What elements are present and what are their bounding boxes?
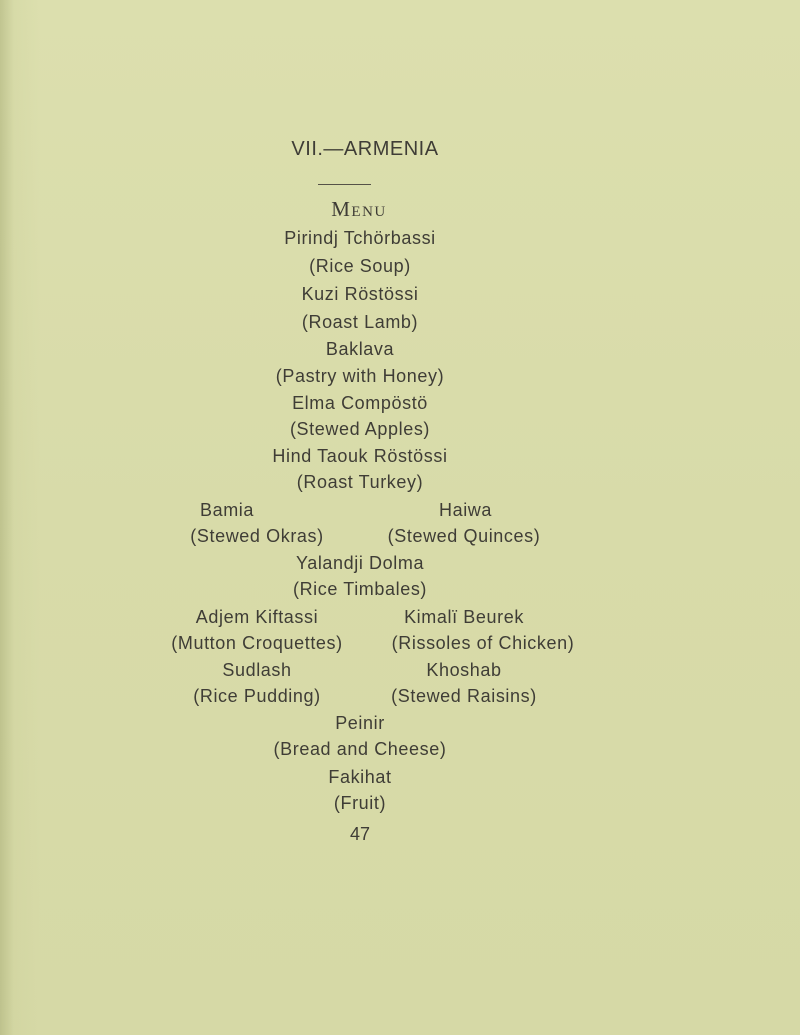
course-name-right: Haiwa — [439, 500, 493, 520]
course-name: Fakihat — [328, 767, 392, 787]
course-name-left: Bamia — [200, 500, 255, 520]
course-name-left: Sudlash — [222, 660, 292, 680]
course-translation-right: (Rissoles of Chicken) — [391, 633, 575, 653]
course-translation: (Bread and Cheese) — [273, 739, 447, 759]
menu-title: Menu — [331, 197, 387, 221]
course-name: Pirindj Tchörbassi — [284, 228, 436, 248]
course-translation-right: (Stewed Quinces) — [387, 526, 541, 546]
course-name: Baklava — [325, 339, 395, 359]
course-name-left: Adjem Kiftassi — [195, 607, 319, 627]
course-name: Hind Taouk Röstössi — [272, 446, 448, 466]
course-translation-left: (Stewed Okras) — [190, 526, 324, 546]
course-translation: (Roast Turkey) — [296, 472, 424, 492]
course-translation: (Fruit) — [333, 793, 387, 813]
course-translation: (Rice Timbales) — [292, 579, 428, 599]
course-name: Elma Compöstö — [292, 393, 428, 413]
course-name: Yalandji Dolma — [295, 553, 425, 573]
course-translation-right: (Stewed Raisins) — [391, 686, 537, 706]
course-name-right: Khoshab — [426, 660, 502, 680]
course-translation: (Roast Lamb) — [301, 312, 419, 332]
course-name: Peinir — [335, 713, 385, 733]
course-name: Kuzi Röstössi — [301, 284, 419, 304]
course-translation-left: (Rice Pudding) — [193, 686, 321, 706]
course-translation: (Stewed Apples) — [289, 419, 431, 439]
course-translation: (Pastry with Honey) — [275, 366, 445, 386]
page-number: 47 — [349, 824, 371, 844]
chapter-heading: VII.—ARMENIA — [291, 138, 439, 160]
course-translation-left: (Mutton Croquettes) — [171, 633, 343, 653]
course-name-right: Kimalï Beurek — [404, 607, 524, 627]
divider-rule — [318, 184, 371, 185]
course-translation: (Rice Soup) — [309, 256, 411, 276]
